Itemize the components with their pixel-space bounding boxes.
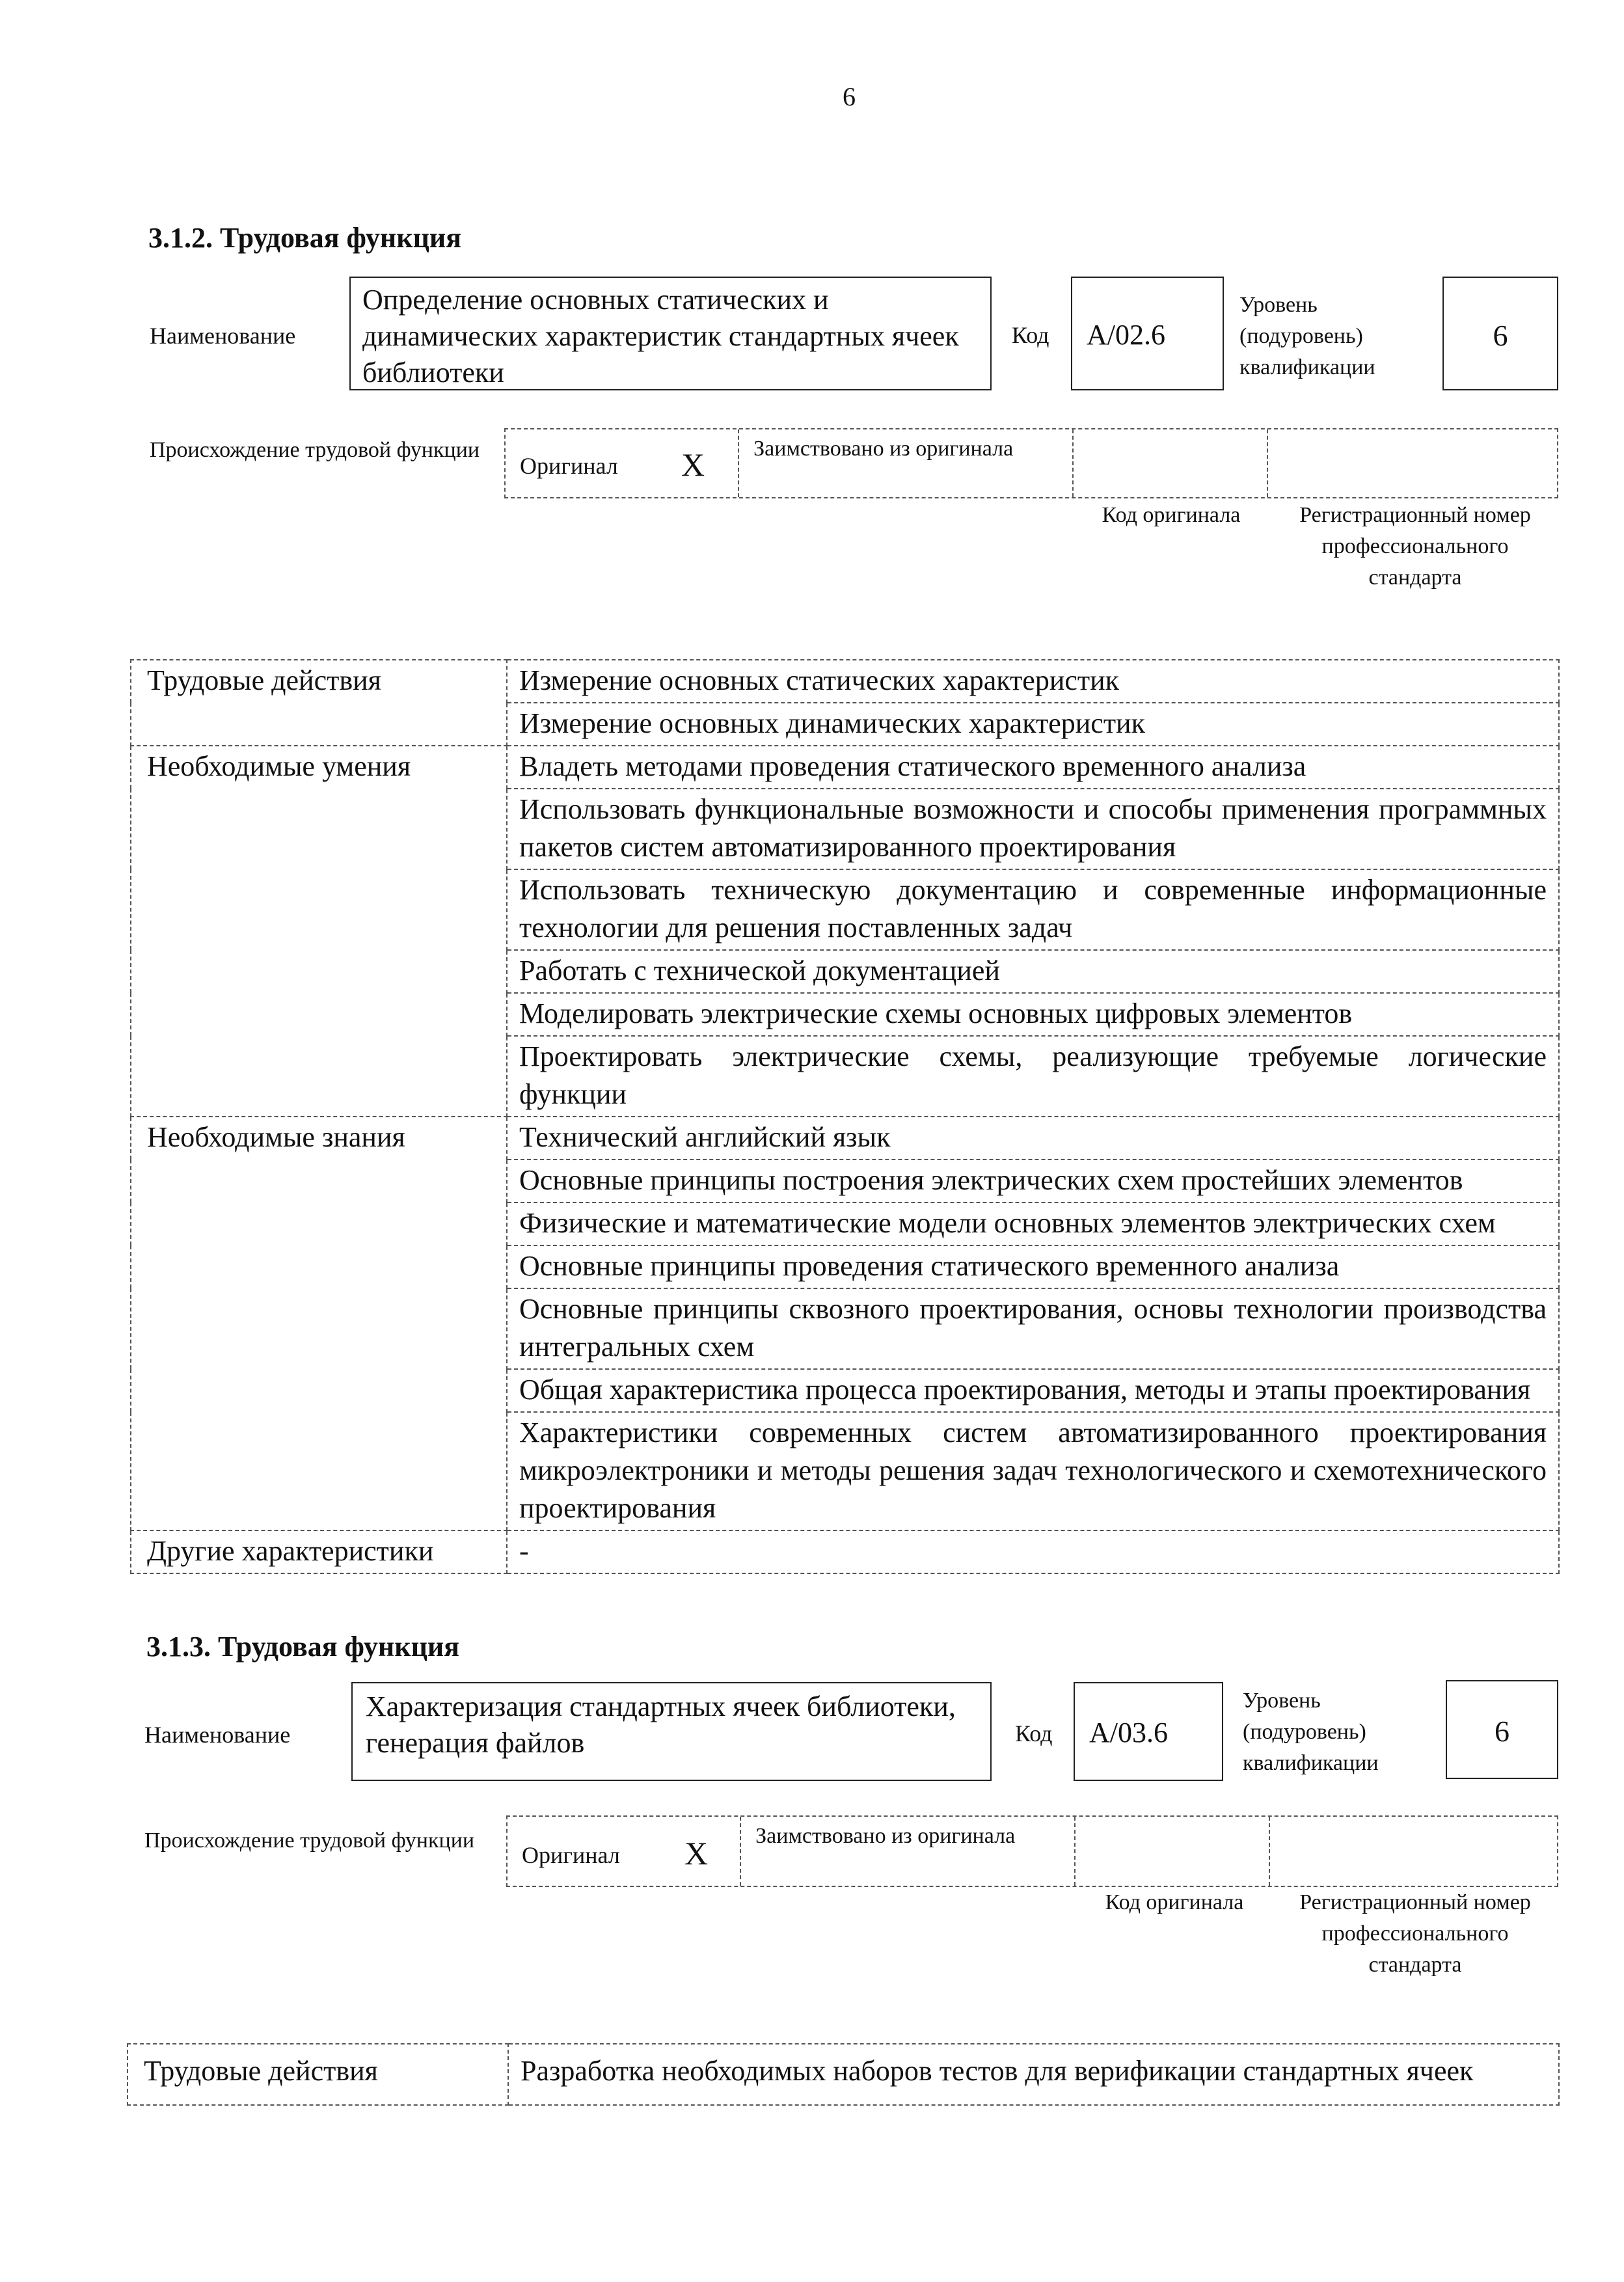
orig-code-cell — [1074, 429, 1268, 497]
function-details-table — [127, 2043, 1560, 2106]
knowledge-item: Основные принципы проведения статического временного анализа — [507, 1245, 1559, 1288]
orig-code-caption: Код оригинала — [1105, 1890, 1244, 1914]
skill-item: Использовать функциональные возможности и способы применения программных пакетов систем автоматизированного проектирования — [507, 789, 1559, 869]
section-title: 3.1.3. Трудовая функция — [146, 1631, 460, 1663]
labor-action-item: Измерение основных динамических характеристик — [507, 703, 1559, 746]
level-box — [1442, 277, 1558, 390]
borrowed-cell — [741, 1817, 1076, 1886]
knowledge-item: Общая характеристика процесса проектирования, методы и этапы проектирования — [507, 1369, 1559, 1412]
table-row — [131, 1288, 1559, 1369]
table-row — [131, 1412, 1559, 1530]
borrowed-label: Заимствовано из оригинала — [755, 1824, 1016, 1848]
function-name-box — [349, 277, 992, 390]
reg-number-caption: Регистрационный номер профессионального стандарта — [1299, 503, 1531, 590]
table-row — [131, 1117, 1559, 1160]
name-label: Наименование — [150, 323, 296, 349]
reg-number-caption: Регистрационный номер профессионального стандарта — [1299, 1890, 1531, 1977]
code-label: Код — [1015, 1720, 1053, 1746]
table-row — [131, 1369, 1559, 1412]
table-row — [131, 660, 1559, 703]
borrowed-cell — [739, 429, 1074, 497]
reg-number-cell — [1268, 429, 1557, 497]
borrowed-label: Заимствовано из оригинала — [753, 437, 1014, 461]
skill-item: Работать с технической документацией — [507, 950, 1559, 993]
code-box — [1074, 1682, 1223, 1781]
orig-code-cell — [1076, 1817, 1270, 1886]
table-row — [131, 950, 1559, 993]
knowledge-item: Основные принципы построения электрических схем простейших элементов — [507, 1160, 1559, 1202]
table-row — [131, 869, 1559, 950]
function-details-table — [130, 659, 1560, 1574]
table-row — [131, 1160, 1559, 1202]
table-row — [131, 1036, 1559, 1117]
reg-number-cell — [1270, 1817, 1557, 1886]
skill-item: Использовать техническую документацию и современные информационные технологии для решения поставленных задач — [507, 869, 1559, 950]
orig-code-caption: Код оригинала — [1102, 503, 1241, 527]
function-name-box — [351, 1682, 992, 1781]
knowledge-item: Характеристики современных систем автоматизированного проектирования микроэлектроники и методы решения задач технологического и схемотехнического проектирования — [507, 1412, 1559, 1530]
knowledge-label: Необходимые знания — [131, 1117, 507, 1160]
labor-action-item: Измерение основных статических характеристик — [507, 660, 1559, 703]
skill-item: Моделировать электрические схемы основных цифровых элементов — [507, 993, 1559, 1036]
table-row — [131, 1202, 1559, 1245]
level-label: Уровень (подуровень) квалификации — [1239, 293, 1375, 379]
table-row — [131, 746, 1559, 789]
original-mark: X — [681, 446, 705, 483]
code-value: A/02.6 — [1087, 319, 1165, 351]
function-name-value: Характеризация стандартных ячеек библиотеки, генерация файлов — [366, 1691, 956, 1759]
table-row — [131, 789, 1559, 869]
original-mark: X — [684, 1835, 709, 1871]
origin-row — [506, 1815, 1558, 1887]
code-box — [1071, 277, 1224, 390]
skill-item: Проектировать электрические схемы, реализующие требуемые логические функции — [507, 1036, 1559, 1117]
section-title: 3.1.2. Трудовая функция — [148, 222, 462, 254]
code-label: Код — [1012, 322, 1049, 348]
level-label: Уровень (подуровень) квалификации — [1243, 1689, 1379, 1775]
table-row — [128, 2044, 1559, 2105]
table-row — [131, 993, 1559, 1036]
code-value: A/03.6 — [1089, 1717, 1168, 1748]
labor-action-item: Разработка необходимых наборов тестов для верификации стандартных ячеек — [508, 2044, 1559, 2105]
skill-item: Владеть методами проведения статического временного анализа — [507, 746, 1559, 789]
level-box — [1446, 1680, 1558, 1779]
labor-actions-label: Трудовые действия — [131, 660, 507, 703]
other-value: - — [507, 1530, 1559, 1573]
origin-label: Происхождение трудовой функции — [144, 1828, 475, 1853]
page-number: 6 — [843, 82, 856, 111]
knowledge-item: Технический английский язык — [507, 1117, 1559, 1160]
origin-label: Происхождение трудовой функции — [150, 438, 480, 462]
skills-label: Необходимые умения — [131, 746, 507, 789]
original-cell — [508, 1817, 741, 1886]
other-label: Другие характеристики — [131, 1530, 507, 1573]
table-row — [131, 1245, 1559, 1288]
original-label: Оригинал — [522, 1842, 620, 1868]
knowledge-item: Физические и математические модели основных элементов электрических схем — [507, 1202, 1559, 1245]
table-row — [131, 1530, 1559, 1573]
origin-row — [504, 428, 1558, 498]
level-value: 6 — [1493, 319, 1508, 352]
original-label: Оригинал — [520, 453, 618, 479]
name-label: Наименование — [144, 1722, 291, 1748]
level-value: 6 — [1495, 1715, 1509, 1748]
knowledge-item: Основные принципы сквозного проектирования, основы технологии производства интегральных схем — [507, 1288, 1559, 1369]
original-cell — [506, 429, 739, 497]
table-row — [131, 703, 1559, 746]
labor-actions-label: Трудовые действия — [128, 2044, 508, 2105]
function-name-value: Определение основных статических и динамических характеристик стандартных ячеек библиотеки — [362, 284, 959, 388]
